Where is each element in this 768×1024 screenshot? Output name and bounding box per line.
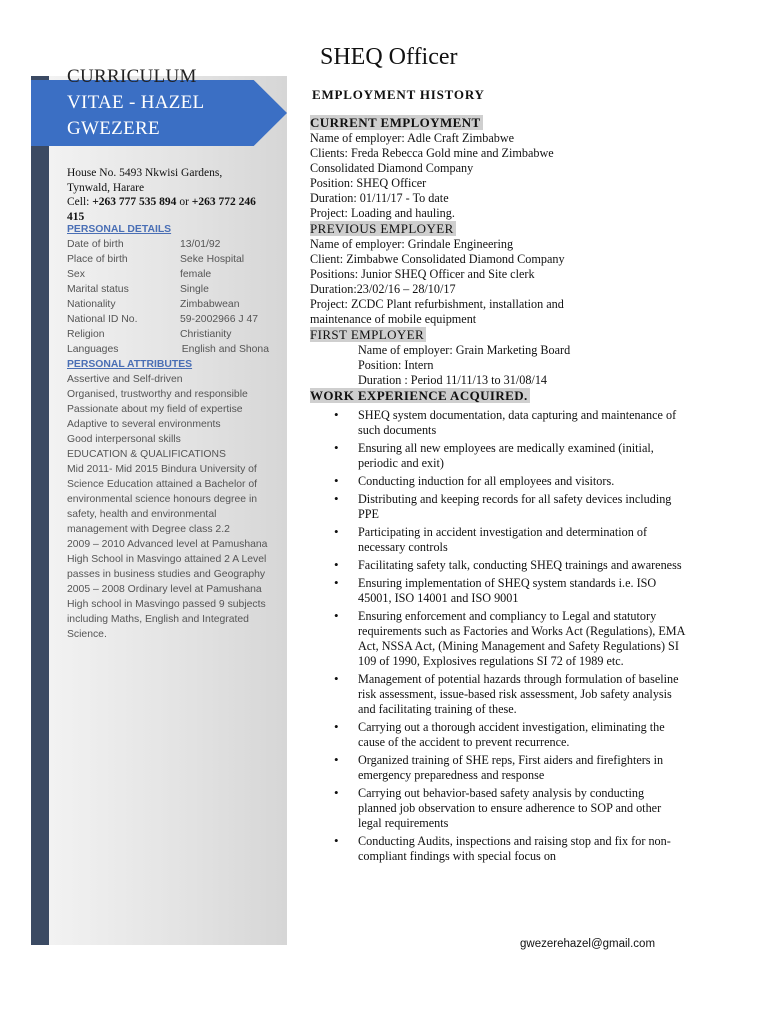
personal-detail-row [67, 297, 269, 312]
address-line-1: House No. 5493 Nkwisi Gardens, [67, 167, 223, 179]
job-title: SHEQ Officer [320, 44, 458, 70]
employment-line: Project: ZCDC Plant refurbishment, installation and [310, 297, 564, 311]
main-content [310, 115, 685, 867]
employment-line: Project: Loading and hauling. [310, 206, 455, 220]
name-line-3: GWEZERE [67, 118, 160, 139]
education-heading: EDUCATION & QUALIFICATIONS [67, 449, 226, 460]
sidebar-accent-bar [31, 76, 49, 945]
contact-block [67, 166, 272, 224]
personal-details-heading: PERSONAL DETAILS [67, 224, 172, 235]
employment-line: maintenance of mobile equipment [310, 312, 477, 326]
previous-employer-details [310, 237, 685, 327]
detail-label: Religion [67, 329, 105, 340]
detail-value: 13/01/92 [180, 239, 221, 250]
attribute-item: Assertive and Self-driven [67, 374, 183, 385]
detail-value: female [180, 269, 212, 280]
experience-item: • Facilitating safety talk, conducting SHEQ trainings and awareness [358, 558, 685, 573]
current-employment-details [310, 131, 685, 221]
personal-details-list [67, 237, 269, 357]
detail-value: Single [180, 284, 209, 295]
personal-detail-row [67, 312, 269, 327]
education-item: 2005 – 2008 Ordinary level at Pamushana High school in Masvingo passed 9 subjects including Maths, English and Integrated Science. [67, 584, 266, 640]
experience-item: • Carrying out a thorough accident investigation, eliminating the cause of the accident to prevent recurrence. [358, 720, 685, 750]
detail-label: Sex [67, 269, 85, 280]
employment-line: Clients: Freda Rebecca Gold mine and Zimbabwe [310, 146, 554, 160]
sidebar-details [67, 222, 269, 642]
employment-line: Client: Zimbabwe Consolidated Diamond Company [310, 252, 565, 266]
personal-detail-row [67, 327, 269, 342]
detail-value: Christianity [180, 329, 232, 340]
experience-item: • Ensuring enforcement and compliancy to Legal and statutory requirements such as Factories and Works Act (Regulations), EMA Act, NSSA Act, (Mining Management and Safety Regulations) SI 109 of 1990, Explosives regulations SI 72 of 1989 etc. [358, 609, 685, 669]
employment-line: Duration:23/02/16 – 28/10/17 [310, 282, 456, 296]
personal-attributes-heading: PERSONAL ATTRIBUTES [67, 359, 193, 370]
detail-label: Nationality [67, 299, 116, 310]
employment-line: Position: SHEQ Officer [310, 176, 427, 190]
detail-label: Languages [67, 344, 119, 355]
personal-detail-row [67, 237, 269, 252]
experience-item: • Conducting induction for all employees and visitors. [358, 474, 685, 489]
education-list [67, 462, 269, 642]
education-item: Mid 2011- Mid 2015 Bindura University of Science Education attained a Bachelor of environmental science honours degree in safety, health and environmental management with Degree class 2.2 [67, 464, 258, 535]
personal-detail-row [67, 267, 269, 282]
detail-label: Date of birth [67, 239, 124, 250]
work-experience-list [310, 408, 685, 864]
employment-line: Consolidated Diamond Company [310, 161, 474, 175]
name-line-1: CURRICULUM [67, 66, 197, 87]
employment-line: Duration: 01/11/17 - To date [310, 191, 449, 205]
experience-item: • Conducting Audits, inspections and raising stop and fix for non-compliant findings with special focus on [358, 834, 685, 864]
employment-history-heading: EMPLOYMENT HISTORY [312, 87, 485, 102]
experience-item: • Distributing and keeping records for all safety devices including PPE [358, 492, 685, 522]
employment-line: Name of employer: Grain Marketing Board [358, 343, 571, 357]
work-experience-heading: WORK EXPERIENCE ACQUIRED. [310, 388, 528, 403]
employment-line: Positions: Junior SHEQ Officer and Site clerk [310, 267, 535, 281]
employment-line: Duration : Period 11/11/13 to 31/08/14 [358, 373, 548, 387]
personal-detail-row [67, 282, 269, 297]
detail-label: National ID No. [67, 314, 138, 325]
cv-name-title [67, 64, 267, 142]
experience-item: • Ensuring implementation of SHEQ system standards i.e. ISO 45001, ISO 14001 and ISO 9001 [358, 576, 685, 606]
attribute-item: Good interpersonal skills [67, 434, 181, 445]
detail-label: Place of birth [67, 254, 128, 265]
experience-item: • Ensuring all new employees are medically examined (initial, periodic and exit) [358, 441, 685, 471]
personal-detail-row [67, 342, 269, 357]
experience-item: • SHEQ system documentation, data capturing and maintenance of such documents [358, 408, 685, 438]
cell-numbers: Cell: +263 777 535 894 or +263 772 246 415 [67, 196, 256, 223]
personal-attributes-list [67, 372, 269, 447]
previous-employer-heading: PREVIOUS EMPLOYER [310, 221, 454, 236]
detail-label: Marital status [67, 284, 129, 295]
personal-detail-row [67, 252, 269, 267]
employment-line: Name of employer: Grindale Engineering [310, 237, 514, 251]
detail-value: 59-2002966 J 47 [180, 314, 258, 325]
current-employment-heading: CURRENT EMPLOYMENT [310, 115, 481, 130]
experience-item: • Management of potential hazards through formulation of baseline risk assessment, issue-based risk assessment, Job safety analysis and facilitating training of these. [358, 672, 685, 717]
first-employer-heading: FIRST EMPLOYER [310, 327, 425, 342]
attribute-item: Passionate about my field of expertise [67, 404, 243, 415]
experience-item: • Participating in accident investigation and determination of necessary controls [358, 525, 685, 555]
attribute-item: Organised, trustworthy and responsible [67, 389, 248, 400]
employment-line: Name of employer: Adle Craft Zimbabwe [310, 131, 515, 145]
attribute-item: Adaptive to several environments [67, 419, 221, 430]
first-employer-details [310, 343, 685, 388]
footer-email: gwezerehazel@gmail.com [520, 938, 656, 950]
employment-line: Position: Intern [358, 358, 434, 372]
experience-item: • Carrying out behavior-based safety analysis by conducting planned job observation to ensure adherence to SOP and other legal requirements [358, 786, 685, 831]
detail-value: Zimbabwean [180, 299, 240, 310]
address-line-2: Tynwald, Harare [67, 181, 145, 194]
education-item: 2009 – 2010 Advanced level at Pamushana High School in Masvingo attained 2 A Level passes in business studies and Geography [67, 539, 268, 580]
experience-item: • Organized training of SHE reps, First aiders and firefighters in emergency preparedness and response [358, 753, 685, 783]
name-line-2: VITAE - HAZEL [67, 92, 205, 113]
detail-value: Seke Hospital [180, 254, 245, 265]
detail-value: English and Shona [181, 344, 269, 355]
